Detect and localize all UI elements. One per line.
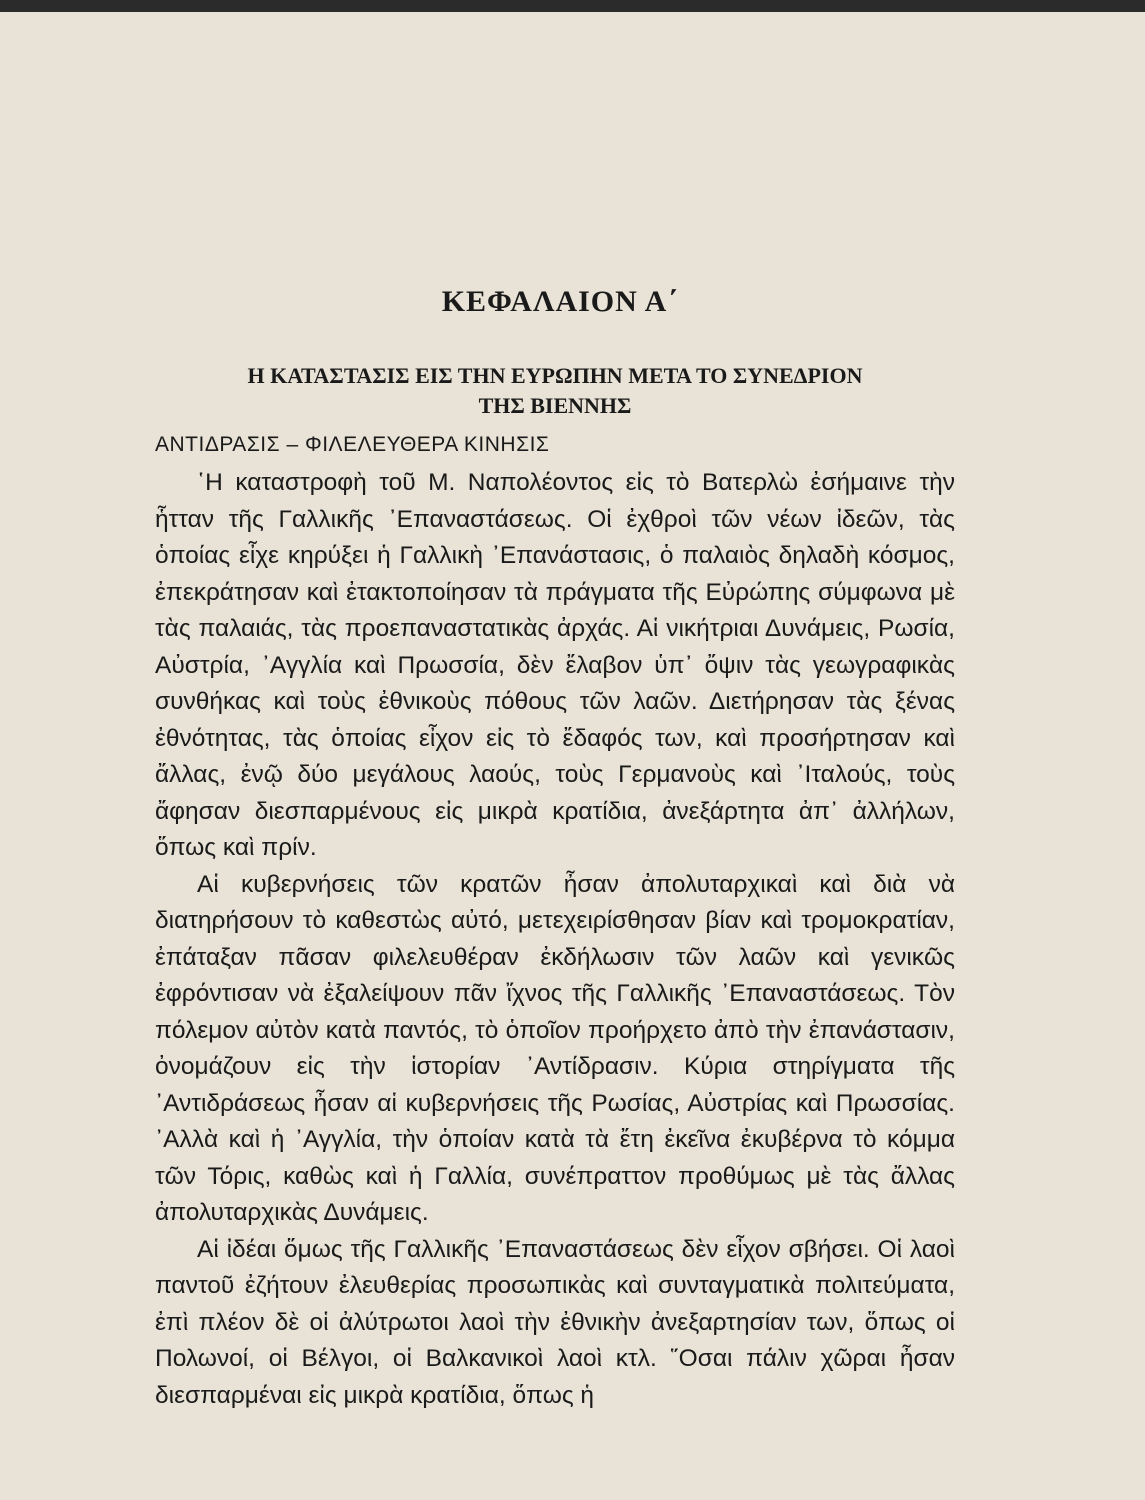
paragraph-2: Αἱ κυβερνήσεις τῶν κρατῶν ἦσαν ἀπολυταρχικαὶ καὶ διὰ νὰ διατηρήσουν τὸ καθεστὼς αὐτό, μετεχειρίσθησαν βίαν καὶ τρομοκρατίαν, ἐπάταξαν πᾶσαν φιλελευθέραν ἐκδήλωσιν τῶν λαῶν καὶ γενικῶς ἐφρόντισαν νὰ ἐξαλείψουν πᾶν ἴχνος τῆς Γαλλικῆς ᾿Επαναστάσεως. Τὸν πόλεμον αὐτὸν κατὰ παντός, τὸ ὁποῖον προήρχετο ἀπὸ τὴν ἐπανάστασιν, ὀνομάζουν εἰς τὴν ἱστορίαν ᾿Αντίδρασιν. Κύρια στηρίγματα τῆς ᾿Αντιδράσεως ἦσαν αἱ κυβερνήσεις τῆς Ρωσίας, Αὐστρίας καὶ Πρωσσίας. ᾿Αλλὰ καὶ ἡ ᾿Αγγλία, τὴν ὁποίαν κατὰ τὰ ἔτη ἐκεῖνα ἐκυβέρνα τὸ κόμμα τῶν Τόρις, καθὼς καὶ ἡ Γαλλία, συνέπραττον προθύμως μὲ τὰς ἄλλας ἀπολυταρχικὰς Δυνάμεις. — [155, 870, 955, 1226]
body-text — [155, 465, 955, 1414]
chapter-subtitle — [155, 361, 955, 421]
subtitle-line-2: ΤΗΣ ΒΙΕΝΝΗΣ — [478, 393, 632, 418]
paragraph-1: ῾Η καταστροφὴ τοῦ Μ. Ναπολέοντος εἰς τὸ Βατερλὼ ἐσήμαινε τὴν ἧτταν τῆς Γαλλικῆς ᾿Επαναστάσεως. Οἱ ἐχθροὶ τῶν νέων ἰδεῶν, τὰς ὁποίας εἶχε κηρύξει ἡ Γαλλικὴ ᾿Επανάστασις, ὁ παλαιὸς δηλαδὴ κόσμος, ἐπεκράτησαν καὶ ἐτακτοποίησαν τὰ πράγματα τῆς Εὐρώπης σύμφωνα μὲ τὰς παλαιάς, τὰς προεπαναστατικὰς ἀρχάς. Αἱ νικήτριαι Δυνάμεις, Ρωσία, Αὐστρία, ᾿Αγγλία καὶ Πρωσσία, δὲν ἔλαβον ὑπ᾿ ὄψιν τὰς γεωγραφικὰς συνθήκας καὶ τοὺς ἐθνικοὺς πόθους τῶν λαῶν. Διετήρησαν τὰς ξένας ἐθνότητας, τὰς ὁποίας εἶχον εἰς τὸ ἔδαφός των, καὶ προσήρτησαν καὶ ἄλλας, ἐνῷ δύο μεγάλους λαούς, τοὺς Γερμανοὺς καὶ ᾿Ιταλούς, τοὺς ἄφησαν διεσπαρμένους εἰς μικρὰ κρατίδια, ἀνεξάρτητα ἀπ᾿ ἀλλήλων, ὅπως καὶ πρίν. — [155, 469, 955, 861]
subtitle-line-1: Η ΚΑΤΑΣΤΑΣΙΣ ΕΙΣ ΤΗΝ ΕΥΡΩΠΗΝ ΜΕΤΑ ΤΟ ΣΥΝΕΔΡΙΟΝ — [247, 363, 863, 388]
chapter-title: ΚΕΦΑΛΑΙΟΝ Α΄ — [441, 285, 679, 318]
paragraph-3: Αἱ ἰδέαι ὅμως τῆς Γαλλικῆς ᾿Επαναστάσεως δὲν εἶχον σβήσει. Οἱ λαοὶ παντοῦ ἐζήτουν ἐλευθερίας προσωπικὰς καὶ συνταγματικὰ πολιτεύματα, ἐπὶ πλέον δὲ οἱ ἀλύτρωτοι λαοὶ τὴν ἐθνικὴν ἀνεξαρτησίαν των, ὅπως οἱ Πολωνοί, οἱ Βέλγοι, οἱ Βαλκανικοὶ λαοὶ κτλ. ῞Οσαι πάλιν χῶραι ἦσαν διεσπαρμέναι εἰς μικρὰ κρατίδια, ὅπως ἡ — [155, 1235, 955, 1409]
page-content — [155, 285, 955, 1414]
section-heading: ΑΝΤΙΔΡΑΣΙΣ – ΦΙΛΕΛΕΥΘΕΡΑ ΚΙΝΗΣΙΣ — [155, 433, 550, 456]
scan-edge — [0, 0, 1145, 12]
